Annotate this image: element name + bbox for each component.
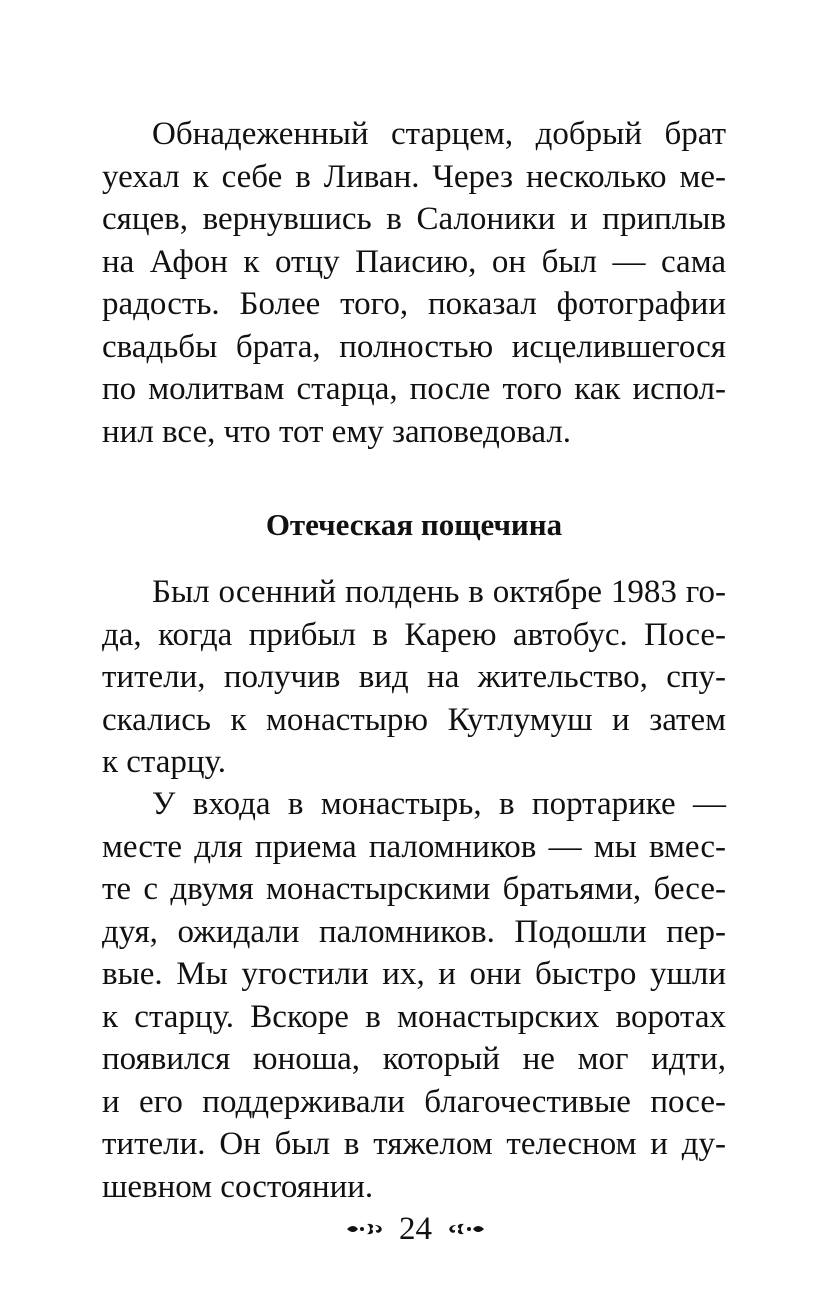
paragraph-line: уехал к себе в Ливан. Через несколько ме- bbox=[102, 158, 726, 195]
paragraph-line: Был осенний полдень в октябре 1983 го- bbox=[152, 574, 726, 610]
paragraph-line: тители. Он был в тяжелом телесном и ду- bbox=[102, 1126, 726, 1162]
paragraph-line: те с двумя монастырскими братьями, бесе- bbox=[102, 871, 726, 907]
paragraph-line: к старцу. bbox=[102, 744, 227, 780]
paragraph-line: тители, получив вид на жительство, спу- bbox=[102, 659, 726, 695]
page-footer bbox=[0, 1207, 831, 1251]
paragraph-line: да, когда прибыл в Карею автобус. Посе- bbox=[102, 616, 726, 653]
paragraph-line: вые. Мы угостили их, и они быстро ушли bbox=[102, 956, 726, 992]
paragraph-line: дуя, ожидали паломников. Подошли пер- bbox=[102, 913, 726, 950]
paragraph-line: скались к монастырю Кутлумуш и затем bbox=[102, 701, 726, 738]
paragraph-line: сяцев, вернувшись в Салоники и приплыв bbox=[102, 201, 726, 237]
ornament-left-icon bbox=[345, 1219, 385, 1239]
ornament-right-icon bbox=[446, 1219, 486, 1239]
paragraph-1 bbox=[102, 113, 726, 453]
paragraph-line: свадьбы брата, полностью исцелившегося bbox=[102, 328, 726, 365]
section-heading: Отеческая пощечина bbox=[265, 507, 563, 542]
paragraph-line: по молитвам старца, после того как испол- bbox=[102, 371, 726, 407]
paragraph-line: нил все, что тот ему заповедовал. bbox=[102, 413, 572, 450]
paragraph-line: к старцу. Вскоре в монастырских воротах bbox=[102, 998, 726, 1035]
paragraph-line: У входа в монастырь, в портарике — bbox=[152, 786, 726, 822]
page-number: 24 bbox=[399, 1211, 432, 1247]
paragraph-line: Обнадеженный старцем, добрый брат bbox=[152, 116, 726, 152]
paragraph-line: и его поддерживали благочестивые посе- bbox=[102, 1083, 726, 1120]
paragraph-line: на Афон к отцу Паисию, он был — сама bbox=[102, 243, 726, 280]
paragraph-line: шевном состоянии. bbox=[102, 1168, 374, 1205]
paragraph-line: появился юноша, который не мог идти, bbox=[102, 1041, 726, 1077]
paragraph-2 bbox=[102, 571, 726, 784]
paragraph-3 bbox=[102, 783, 726, 1208]
paragraph-line: радость. Более того, показал фотографии bbox=[102, 286, 726, 322]
paragraph-line: месте для приема паломников — мы вмес- bbox=[102, 828, 726, 865]
